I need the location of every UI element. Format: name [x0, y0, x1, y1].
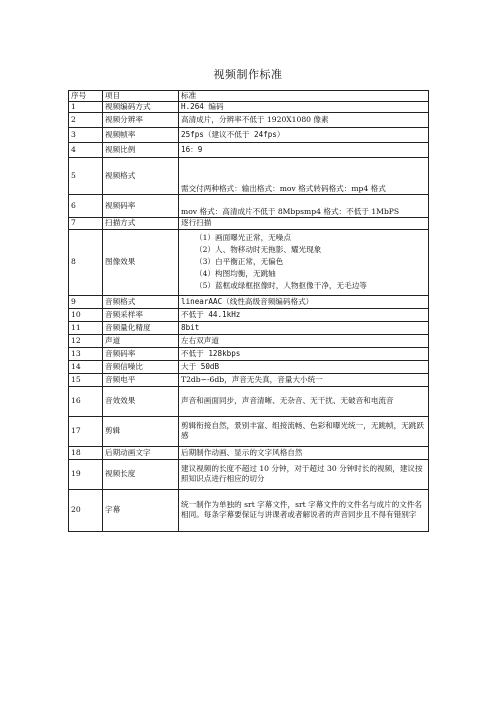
- table-row: [69, 195, 429, 218]
- row-standard: 后期制作动画、显示的文字风格自然: [179, 446, 429, 459]
- row-standard: 不低于 128kbps: [179, 347, 429, 360]
- row-no: 2: [69, 113, 103, 128]
- row-item: 音频格式: [103, 295, 179, 308]
- row-standard: 建议视频的长度不超过 10 分钟，对于超过 30 分钟时长的视频，建议按照知识点进行相应的切分: [179, 459, 429, 489]
- row-item: 扫描方式: [103, 218, 179, 229]
- table-row: [69, 128, 429, 143]
- table-row: [69, 218, 429, 229]
- table-row: [69, 229, 429, 295]
- row-item: 图像效果: [103, 229, 179, 295]
- row-standard: 8bit: [179, 321, 429, 334]
- row-no: 18: [69, 446, 103, 459]
- row-standard: T2db∽-6db，声音无失真，音量大小统一: [179, 373, 429, 386]
- row-standard: 25fps（建议不低于 24fps）: [179, 128, 429, 143]
- row-no: 17: [69, 416, 103, 446]
- row-no: 20: [69, 489, 103, 531]
- table-row: [69, 334, 429, 347]
- row-standard: linearAAC（线性高级音频编码格式）: [179, 295, 429, 308]
- row-no: 7: [69, 218, 103, 229]
- table-row: [69, 386, 429, 416]
- row-no: 1: [69, 102, 103, 113]
- row-standard: 声音和画面同步，声音清晰、无杂音、无干扰、无破音和电流音: [179, 386, 429, 416]
- row-item: 音频电平: [103, 373, 179, 386]
- list-item: （3）白平衡正常，无偏色: [195, 257, 284, 267]
- table-row: [69, 158, 429, 195]
- table-row: [69, 143, 429, 158]
- row-no: 8: [69, 229, 103, 295]
- table-row: [69, 321, 429, 334]
- table-row: [69, 347, 429, 360]
- table-row: [69, 102, 429, 113]
- row-standard: 需交付两种格式：输出格式：mov 格式转码格式：mp4 格式: [179, 158, 429, 195]
- row-item: 音频采样率: [103, 308, 179, 321]
- row-item: 视频帧率: [103, 128, 179, 143]
- header-standard: 标准: [179, 91, 429, 102]
- row-standard: 逐行扫描: [179, 218, 429, 229]
- list-item: （2）人、物移动时无拖影、耀光现象: [195, 244, 322, 254]
- row-item: 视频分辨率: [103, 113, 179, 128]
- table-row: [69, 113, 429, 128]
- row-standard: 统一制作为单独的 srt 字幕文件，srt 字幕文件的文件名与成片的文件名相同。每条字幕要保证与讲课者或者解说者的声音同步且不得有错别字: [179, 489, 429, 531]
- row-no: 11: [69, 321, 103, 334]
- list-item: （5）蓝框或绿框抠像时，人物抠像干净，无毛边等: [195, 281, 367, 291]
- row-no: 19: [69, 459, 103, 489]
- table-row: [69, 489, 429, 531]
- row-item: 音频信噪比: [103, 360, 179, 373]
- row-standard: 不低于 44.1kHz: [179, 308, 429, 321]
- row-item: 字幕: [103, 489, 179, 531]
- row-no: 10: [69, 308, 103, 321]
- video-standards-table: [68, 90, 429, 532]
- row-no: 9: [69, 295, 103, 308]
- row-item: 视频编码方式: [103, 102, 179, 113]
- table-row: [69, 446, 429, 459]
- row-no: 13: [69, 347, 103, 360]
- table-row: [69, 373, 429, 386]
- row-no: 4: [69, 143, 103, 158]
- row-item: 剪辑: [103, 416, 179, 446]
- row-item: 后期动画文字: [103, 446, 179, 459]
- image-effect-list: [181, 230, 426, 295]
- row-no: 3: [69, 128, 103, 143]
- header-item: 项目: [103, 91, 179, 102]
- table-row: [69, 416, 429, 446]
- list-item: （1）画面曝光正常，无噪点: [195, 232, 291, 242]
- header-no: 序号: [69, 91, 103, 102]
- row-item: 音频码率: [103, 347, 179, 360]
- table-row: [69, 459, 429, 489]
- document-title: 视频制作标准: [213, 68, 283, 81]
- row-no: 5: [69, 158, 103, 195]
- row-standard: 大于 50dB: [179, 360, 429, 373]
- table-row: [69, 295, 429, 308]
- row-standard: 剪辑衔接自然，景别丰富、组接流畅、色彩和曝光统一，无跳帧，无跳跃感: [179, 416, 429, 446]
- row-standard: [179, 229, 429, 295]
- row-no: 15: [69, 373, 103, 386]
- row-standard: 16：9: [179, 143, 429, 158]
- row-no: 6: [69, 195, 103, 218]
- row-item: 声道: [103, 334, 179, 347]
- row-no: 12: [69, 334, 103, 347]
- row-no: 16: [69, 386, 103, 416]
- table-row: [69, 360, 429, 373]
- table-header-row: [69, 91, 429, 102]
- row-standard: H.264 编码: [179, 102, 429, 113]
- list-item: （4）构图均衡，无跳轴: [195, 269, 276, 279]
- row-item: 视频码率: [103, 195, 179, 218]
- table-row: [69, 308, 429, 321]
- row-item: 视频比例: [103, 143, 179, 158]
- row-standard: 高清成片，分辨率不低于 1920X1080 像素: [179, 113, 429, 128]
- row-item: 音频量化精度: [103, 321, 179, 334]
- row-standard: mov 格式：高清成片不低于 8Mbpsmp4 格式：不低于 1MbPS: [179, 195, 429, 218]
- row-no: 14: [69, 360, 103, 373]
- row-item: 视频长度: [103, 459, 179, 489]
- row-item: 视频格式: [103, 158, 179, 195]
- row-item: 音效效果: [103, 386, 179, 416]
- row-standard: 左右双声道: [179, 334, 429, 347]
